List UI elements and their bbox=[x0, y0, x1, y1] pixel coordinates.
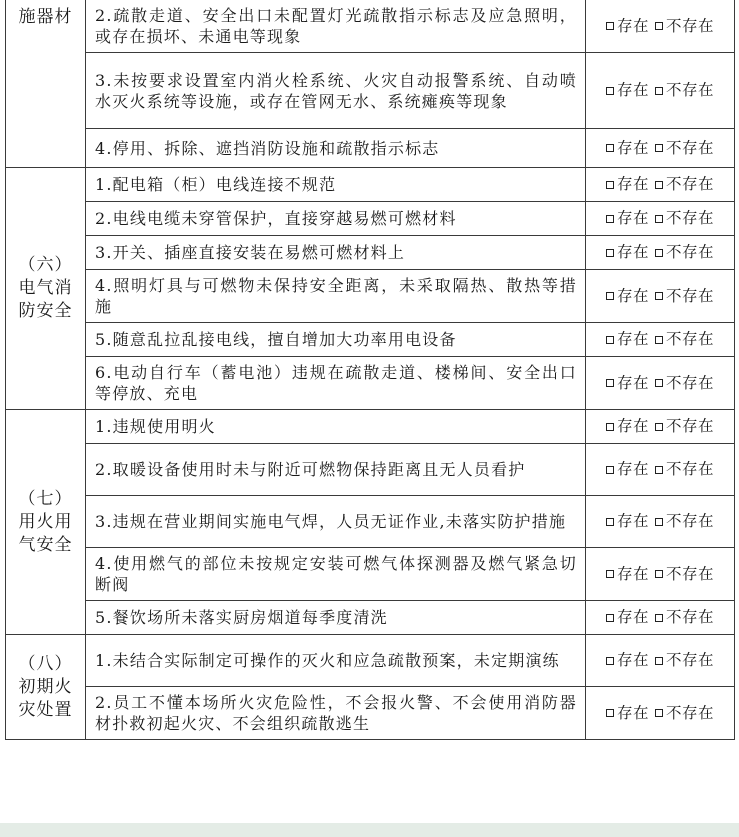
option-label: 不存在 bbox=[666, 286, 715, 305]
check-item-text: 6.电动自行车（蓄电池）违规在疏散走道、楼梯间、安全出口等停放、充电 bbox=[86, 357, 586, 410]
category-label-line: （七） bbox=[18, 488, 73, 509]
check-item-text: 1.配电箱（柜）电线连接不规范 bbox=[86, 168, 586, 202]
not-exists-option[interactable] bbox=[655, 459, 714, 480]
checkbox-icon[interactable] bbox=[606, 379, 614, 387]
checkbox-icon[interactable] bbox=[655, 518, 663, 526]
option-label: 存在 bbox=[616, 175, 649, 194]
option-label: 不存在 bbox=[666, 138, 715, 157]
check-item-text: 3.违规在营业期间实施电气焊，人员无证作业,未落实防护措施 bbox=[86, 496, 586, 548]
checkbox-icon[interactable] bbox=[606, 215, 614, 223]
checkbox-icon[interactable] bbox=[606, 614, 614, 622]
check-item-text: 2.员工不懂本场所火灾危险性，不会报火警、不会使用消防器材扑救初起火灾、不会组织疏散逃生 bbox=[86, 687, 586, 740]
checkbox-icon[interactable] bbox=[606, 249, 614, 257]
option-label: 不存在 bbox=[666, 564, 715, 583]
status-options bbox=[586, 496, 735, 548]
status-options bbox=[586, 601, 735, 635]
exists-option[interactable] bbox=[606, 373, 649, 394]
option-label: 不存在 bbox=[666, 243, 715, 262]
option-label: 存在 bbox=[616, 330, 649, 349]
option-label: 存在 bbox=[616, 460, 649, 479]
checklist-row bbox=[6, 357, 735, 410]
option-label: 存在 bbox=[616, 209, 649, 228]
checkbox-icon[interactable] bbox=[655, 379, 663, 387]
not-exists-option[interactable] bbox=[655, 174, 714, 195]
not-exists-option[interactable] bbox=[655, 80, 714, 101]
not-exists-option[interactable] bbox=[655, 286, 714, 307]
option-label: 不存在 bbox=[666, 373, 715, 392]
checkbox-icon[interactable] bbox=[606, 466, 614, 474]
check-item-text: 5.餐饮场所未落实厨房烟道每季度清洗 bbox=[86, 601, 586, 635]
checkbox-icon[interactable] bbox=[606, 709, 614, 717]
option-label: 不存在 bbox=[666, 703, 715, 722]
checklist-row bbox=[6, 601, 735, 635]
checkbox-icon[interactable] bbox=[655, 614, 663, 622]
category-label-line: 电气消 bbox=[18, 278, 73, 298]
not-exists-option[interactable] bbox=[655, 703, 714, 724]
checklist-row bbox=[6, 444, 735, 496]
checkbox-icon[interactable] bbox=[606, 336, 614, 344]
exists-option[interactable] bbox=[606, 16, 649, 37]
category-label-line: 施器材 bbox=[18, 7, 73, 27]
option-label: 存在 bbox=[616, 138, 649, 157]
checkbox-icon[interactable] bbox=[606, 87, 614, 95]
checkbox-icon[interactable] bbox=[655, 466, 663, 474]
option-label: 不存在 bbox=[666, 417, 715, 436]
not-exists-option[interactable] bbox=[655, 373, 714, 394]
option-label: 存在 bbox=[616, 564, 649, 583]
status-options bbox=[586, 236, 735, 270]
check-item-text: 3.开关、插座直接安装在易燃可燃材料上 bbox=[86, 236, 586, 270]
checkbox-icon[interactable] bbox=[655, 144, 663, 152]
status-options bbox=[586, 168, 735, 202]
page-bottom-strip bbox=[0, 823, 739, 837]
category-label-line: 用火用 bbox=[18, 511, 73, 532]
checkbox-icon[interactable] bbox=[655, 215, 663, 223]
checklist-row bbox=[6, 410, 735, 444]
exists-option[interactable] bbox=[606, 208, 649, 229]
option-label: 不存在 bbox=[666, 460, 715, 479]
checkbox-icon[interactable] bbox=[655, 423, 663, 431]
exists-option[interactable] bbox=[606, 607, 649, 628]
check-item-text: 3.未按要求设置室内消火栓系统、火灾自动报警系统、自动喷水灭火系统等设施，或存在管网无水、系统瘫痪等现象 bbox=[86, 53, 586, 129]
checkbox-icon[interactable] bbox=[655, 292, 663, 300]
not-exists-option[interactable] bbox=[655, 329, 714, 350]
checklist-row bbox=[6, 202, 735, 236]
check-item-text: 1.未结合实际制定可操作的灭火和应急疏散预案，未定期演练 bbox=[86, 635, 586, 687]
category-label-line: 防安全 bbox=[18, 301, 73, 321]
status-options bbox=[586, 53, 735, 129]
option-label: 存在 bbox=[616, 81, 649, 100]
status-options bbox=[586, 548, 735, 601]
option-label: 存在 bbox=[616, 608, 649, 627]
not-exists-option[interactable] bbox=[655, 607, 714, 628]
not-exists-option[interactable] bbox=[655, 650, 714, 671]
checkbox-icon[interactable] bbox=[606, 518, 614, 526]
category-label-line: （八） bbox=[18, 653, 73, 674]
exists-option[interactable] bbox=[606, 703, 649, 724]
exists-option[interactable] bbox=[606, 564, 649, 585]
checklist-row bbox=[6, 129, 735, 168]
checkbox-icon[interactable] bbox=[606, 570, 614, 578]
check-item-text: 1.违规使用明火 bbox=[86, 410, 586, 444]
check-item-text: 2.电线电缆未穿管保护，直接穿越易燃可燃材料 bbox=[86, 202, 586, 236]
option-label: 不存在 bbox=[666, 81, 715, 100]
checkbox-icon[interactable] bbox=[655, 336, 663, 344]
checkbox-icon[interactable] bbox=[606, 22, 614, 30]
category-label-line: （六） bbox=[18, 255, 73, 275]
status-options bbox=[586, 323, 735, 357]
not-exists-option[interactable] bbox=[655, 416, 714, 437]
check-item-text: 2.疏散走道、安全出口未配置灯光疏散指示标志及应急照明，或存在损坏、未通电等现象 bbox=[86, 0, 586, 53]
category-cell bbox=[6, 168, 86, 410]
exists-option[interactable] bbox=[606, 138, 649, 159]
not-exists-option[interactable] bbox=[655, 242, 714, 263]
check-item-text: 4.停用、拆除、遮挡消防设施和疏散指示标志 bbox=[86, 129, 586, 168]
checklist-row bbox=[6, 496, 735, 548]
check-item-text: 4.使用燃气的部位未按规定安装可燃气体探测器及燃气紧急切断阀 bbox=[86, 548, 586, 601]
option-label: 存在 bbox=[616, 703, 649, 722]
checkbox-icon[interactable] bbox=[655, 657, 663, 665]
checkbox-icon[interactable] bbox=[655, 570, 663, 578]
status-options bbox=[586, 129, 735, 168]
not-exists-option[interactable] bbox=[655, 511, 714, 532]
option-label: 存在 bbox=[616, 512, 649, 531]
not-exists-option[interactable] bbox=[655, 16, 714, 37]
exists-option[interactable] bbox=[606, 650, 649, 671]
checkbox-icon[interactable] bbox=[606, 423, 614, 431]
option-label: 存在 bbox=[616, 16, 649, 35]
checklist-row bbox=[6, 635, 735, 687]
exists-option[interactable] bbox=[606, 80, 649, 101]
checklist-row bbox=[6, 53, 735, 129]
category-label-line: 气安全 bbox=[18, 534, 73, 555]
exists-option[interactable] bbox=[606, 511, 649, 532]
option-label: 不存在 bbox=[666, 608, 715, 627]
not-exists-option[interactable] bbox=[655, 564, 714, 585]
category-cell bbox=[6, 0, 86, 168]
category-cell bbox=[6, 410, 86, 635]
checklist-body bbox=[6, 0, 735, 740]
checkbox-icon[interactable] bbox=[606, 181, 614, 189]
status-options bbox=[586, 635, 735, 687]
checklist-row bbox=[6, 236, 735, 270]
option-label: 存在 bbox=[616, 651, 649, 670]
check-item-text: 4.照明灯具与可燃物未保持安全距离，未采取隔热、散热等措施 bbox=[86, 270, 586, 323]
option-label: 不存在 bbox=[666, 512, 715, 531]
exists-option[interactable] bbox=[606, 329, 649, 350]
option-label: 存在 bbox=[616, 417, 649, 436]
status-options bbox=[586, 0, 735, 53]
status-options bbox=[586, 410, 735, 444]
category-label-line: 灾处置 bbox=[18, 699, 73, 720]
exists-option[interactable] bbox=[606, 174, 649, 195]
checkbox-icon[interactable] bbox=[655, 709, 663, 717]
checkbox-icon[interactable] bbox=[655, 87, 663, 95]
check-item-text: 2.取暖设备使用时未与附近可燃物保持距离且无人员看护 bbox=[86, 444, 586, 496]
category-label-line: 初期火 bbox=[18, 676, 73, 697]
inspection-checklist-table bbox=[5, 0, 735, 740]
checklist-row bbox=[6, 168, 735, 202]
not-exists-option[interactable] bbox=[655, 208, 714, 229]
checkbox-icon[interactable] bbox=[655, 249, 663, 257]
status-options bbox=[586, 687, 735, 740]
checkbox-icon[interactable] bbox=[606, 657, 614, 665]
checkbox-icon[interactable] bbox=[606, 292, 614, 300]
option-label: 存在 bbox=[616, 286, 649, 305]
checklist-row bbox=[6, 687, 735, 740]
exists-option[interactable] bbox=[606, 242, 649, 263]
checklist-row bbox=[6, 270, 735, 323]
not-exists-option[interactable] bbox=[655, 138, 714, 159]
option-label: 不存在 bbox=[666, 175, 715, 194]
exists-option[interactable] bbox=[606, 416, 649, 437]
option-label: 不存在 bbox=[666, 16, 715, 35]
option-label: 不存在 bbox=[666, 209, 715, 228]
check-item-text: 5.随意乱拉乱接电线，擅自增加大功率用电设备 bbox=[86, 323, 586, 357]
checkbox-icon[interactable] bbox=[655, 181, 663, 189]
status-options bbox=[586, 202, 735, 236]
option-label: 存在 bbox=[616, 373, 649, 392]
category-cell bbox=[6, 635, 86, 740]
status-options bbox=[586, 270, 735, 323]
status-options bbox=[586, 357, 735, 410]
option-label: 不存在 bbox=[666, 330, 715, 349]
status-options bbox=[586, 444, 735, 496]
option-label: 存在 bbox=[616, 243, 649, 262]
option-label: 不存在 bbox=[666, 651, 715, 670]
checklist-row bbox=[6, 548, 735, 601]
exists-option[interactable] bbox=[606, 286, 649, 307]
checkbox-icon[interactable] bbox=[606, 144, 614, 152]
exists-option[interactable] bbox=[606, 459, 649, 480]
checkbox-icon[interactable] bbox=[655, 22, 663, 30]
checklist-row bbox=[6, 323, 735, 357]
checklist-row bbox=[6, 0, 735, 53]
